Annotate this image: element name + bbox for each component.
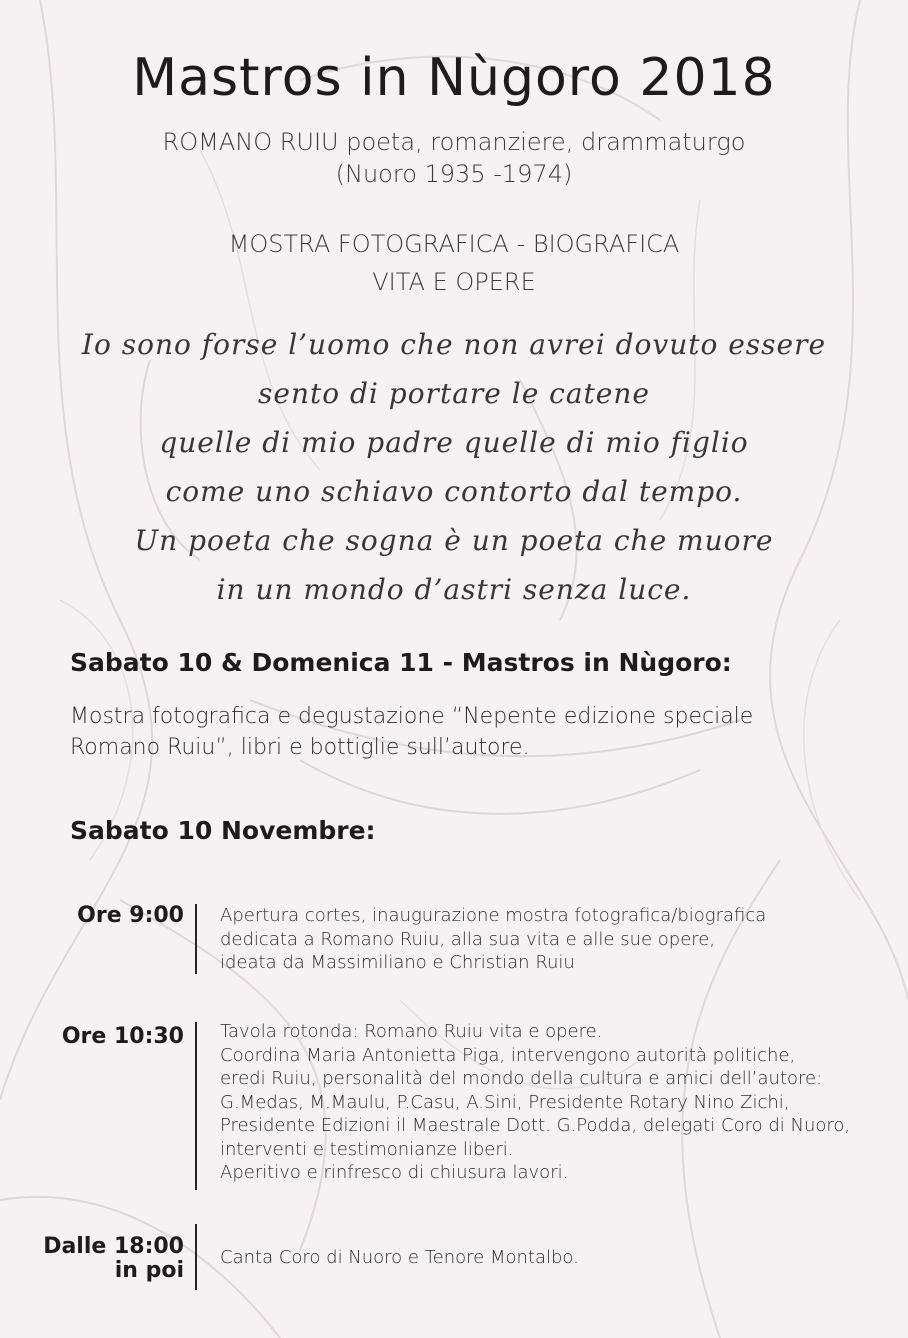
schedule-time-line: in poi [114, 1258, 184, 1283]
weekend-heading: Sabato 10 & Domenica 11 - Mastros in Nùgoro: [70, 648, 732, 677]
schedule-line: Canta Coro di Nuoro e Tenore Montalbo. [220, 1247, 579, 1268]
author-subtitle: ROMANO RUIU poeta, romanziere, drammaturgo [162, 128, 746, 156]
schedule-divider [195, 1224, 197, 1290]
weekend-description [70, 701, 850, 763]
schedule-divider [195, 1022, 197, 1190]
saturday-heading: Sabato 10 Novembre: [70, 816, 376, 845]
schedule-description [220, 1246, 579, 1270]
exhibit-subtitle: VITA E OPERE [372, 268, 536, 296]
poem-line: quelle di mio padre quelle di mio figlio [159, 426, 749, 459]
schedule-line: Tavola rotonda: Romano Ruiu vita e opere. [220, 1021, 603, 1042]
poster-title: Mastros in Nùgoro 2018 [132, 48, 776, 108]
poem-line: Io sono forse l’uomo che non avrei dovuto essere [81, 328, 827, 361]
poem-line: in un mondo d’astri senza luce. [216, 573, 692, 606]
schedule-divider [195, 904, 197, 974]
schedule-description [220, 1020, 850, 1185]
schedule-line: Presidente Edizioni il Maestrale Dott. G.Podda, delegati Coro di Nuoro, [220, 1115, 851, 1136]
schedule-line: Apertura cortes, inaugurazione mostra fotografica/biografica [220, 905, 767, 926]
schedule-line: Coordina Maria Antonietta Piga, intervengono autorità politiche, [220, 1044, 796, 1066]
schedule-line: eredi Ruiu, personalità del mondo della cultura e amici dell’autore: [220, 1068, 823, 1089]
exhibit-title: MOSTRA FOTOGRAFICA - BIOGRAFICA [228, 230, 680, 258]
schedule-line: Aperitivo e rinfresco di chiusura lavori. [220, 1162, 569, 1183]
schedule-time: Ore 10:30 [61, 1024, 184, 1049]
schedule-time-line: Dalle 18:00 [43, 1234, 184, 1259]
weekend-description-line: Mostra fotografica e degustazione “Nepente edizione speciale [70, 704, 754, 729]
weekend-description-line: Romano Ruiu”, libri e bottiglie sull’autore. [70, 735, 530, 760]
schedule-line: ideata da Massimiliano e Christian Ruiu [220, 952, 575, 973]
author-dates: (Nuoro 1935 -1974) [335, 160, 573, 188]
schedule-line: G.Medas, M.Maulu, P.Casu, A.Sini, Presidente Rotary Nino Zichi, [220, 1091, 790, 1113]
poem-line: come uno schiavo contorto dal tempo. [165, 475, 743, 508]
schedule-time [43, 1235, 184, 1283]
poem-line: sento di portare le catene [258, 377, 650, 410]
schedule-description [220, 904, 766, 975]
schedule-line: dedicata a Romano Ruiu, alla sua vita e alle sue opere, [220, 928, 716, 950]
schedule-time: Ore 9:00 [77, 903, 184, 928]
poem-line: Un poeta che sogna è un poeta che muore [134, 524, 774, 557]
schedule-line: interventi e testimonianze liberi. [220, 1138, 514, 1160]
